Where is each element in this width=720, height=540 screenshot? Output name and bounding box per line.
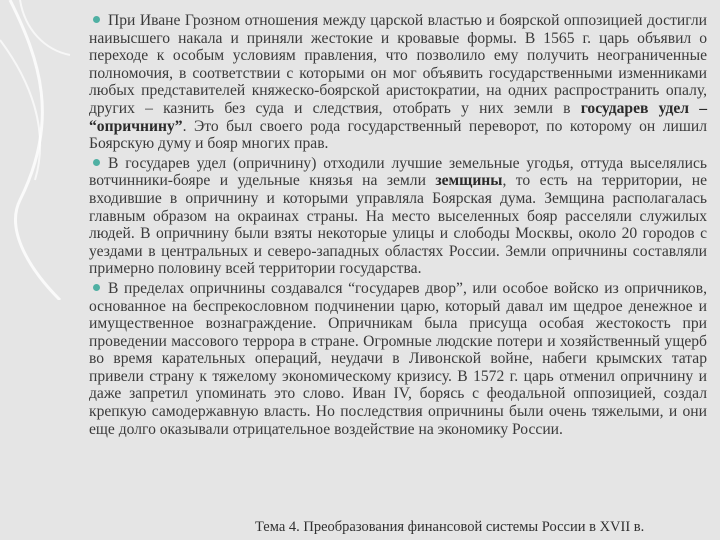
paragraph-text: В пределах опричнины создавался “государев двор”, или особое войско из опричников, основанное на беспрекословном подчинении царю, который давал им щедрое денежное и имущественное вознаграждение. Опричникам была присуща особая жестокость при проведении массового террора в стране. Огромные людские потери и хозяйственный ущерб во время карательных операций, неудачи в Ливонской войне, набеги крымских татар привели страну к тяжелому экономическому кризису. В 1572 г. царь отменил опричнину и даже запретил упоминать это слово. Иван IV, борясь с феодальной оппозицией, создал крепкую самодержавную власть. Но последствия опричнины были очень тяжелыми, и они еще долго оказывали отрицательное воздействие на экономику России.	[89, 279, 707, 438]
bold-term: земщины	[435, 172, 503, 190]
paragraph-text: . Это был своего рода государственный переворот, по которому он лишил Боярскую думу и бояр многих прав.	[89, 117, 707, 153]
paragraph-text: При Иване Грозном отношения между царской властью и боярской оппозицией достигли наивысшего накала и приняли жестокие и кровавые формы. В 1565 г. царь объявил о переходе к особым условиям правления, что позволило ему получить неограниченные полномочия, в соответствии с которыми он мог объявить государственными изменниками любых представителей княжеско-боярской аристократии, на одних распространить опалу, других – казнить без суда и следствия, отобрать у них земли в	[89, 12, 707, 117]
paragraph-oprichnina-army	[89, 280, 707, 438]
slide-footer: Тема 4. Преобразования финансовой системы России в XVII в.	[255, 519, 645, 535]
round-bullet-icon	[93, 284, 100, 291]
round-bullet-icon	[93, 16, 100, 23]
paragraph-oprichnina-lands	[89, 155, 707, 278]
decorative-swirl-icon	[0, 0, 82, 300]
bold-term: государев удел – “опричнину”	[89, 99, 708, 135]
round-bullet-icon	[93, 159, 100, 166]
paragraph-oprichnina-intro	[89, 12, 707, 153]
paragraph-text: , то есть на территории, не входившие в опричнину и которыми управляла Боярская дума. Земщина располагалась главным образом на окраинах страны. На место выселенных бояр расселяли служилых людей. В опричнину были взяты некоторые улицы и слободы Москвы, около 20 городов с уездами в центральных и северо-западных областях России. Земли опричнины составляли примерно половину всей территории государства.	[89, 172, 707, 278]
slide-body	[89, 12, 707, 440]
paragraph-text: В государев удел (опричнину) отходили лучшие земельные угодья, оттуда выселялись вотчинники-бояре и удельные князья на земли	[89, 154, 707, 190]
